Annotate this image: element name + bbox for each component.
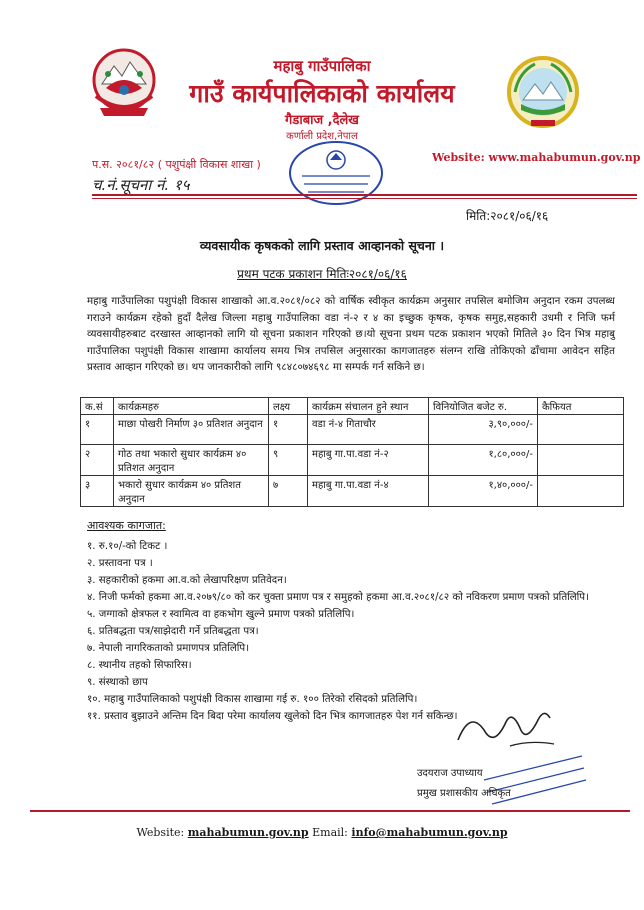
table-cell: गोठ तथा भकारो सुधार कार्यक्रम ४० प्रतिशत अनुदान bbox=[114, 445, 269, 476]
table-cell: ७ bbox=[269, 476, 308, 507]
notice-subject: व्यवसायीक कृषकको लागि प्रस्ताव आव्हानको सूचना । bbox=[199, 238, 445, 253]
table-cell: महाबु गा.पा.वडा नं-२ bbox=[308, 445, 429, 476]
list-item: ५. जग्गाको क्षेत्रफल र स्वामित्व वा हकभोग खुल्ने प्रमाण पत्रको प्रतिलिपि। bbox=[87, 609, 355, 620]
org-name-line2: गाउँ कार्यपालिकाको कार्यालय bbox=[189, 79, 455, 108]
list-item: ८. स्थानीय तहको सिफारिस। bbox=[87, 660, 192, 671]
table-cell bbox=[538, 415, 624, 445]
list-item: ११. प्रस्ताव बुझाउने अन्तिम दिन बिदा परेमा कार्यालय खुलेको दिन भित्र कागजातहरु पेश गर्न सकिन्छ। bbox=[87, 711, 458, 722]
table-row bbox=[81, 476, 624, 507]
header-rule bbox=[92, 194, 637, 196]
documents-heading: आवश्यक कागजात: bbox=[87, 519, 166, 532]
table-cell: ९ bbox=[269, 445, 308, 476]
table-cell: वडा नं-४ गिताचौर bbox=[308, 415, 429, 445]
table-cell: ३,९०,०००/- bbox=[429, 415, 538, 445]
table-header-cell: क.सं bbox=[81, 398, 114, 415]
list-item: २. प्रस्तावना पत्र । bbox=[87, 558, 153, 569]
table-cell: १,८०,०००/- bbox=[429, 445, 538, 476]
list-item: ७. नेपाली नागरिकताको प्रमाणपत्र प्रतिलिपि। bbox=[87, 643, 250, 654]
table-cell: भकारो सुधार कार्यक्रम ४० प्रतिशत अनुदान bbox=[114, 476, 269, 507]
signatory-title: प्रमुख प्रशासकीय अधिकृत bbox=[417, 788, 511, 799]
first-publication-date: प्रथम पटक प्रकाशन मितिः२०८१/०६/१६ bbox=[237, 267, 407, 281]
list-item: १०. महाबु गाउँपालिकाको पशुपंक्षी विकास शाखामा गई रु. १०० तिरेको रसिदको प्रतिलिपि। bbox=[87, 694, 418, 705]
list-item: १. रु.१०/-को टिकट । bbox=[87, 541, 168, 552]
table-cell: महाबु गा.पा.वडा नं-४ bbox=[308, 476, 429, 507]
footer-email-label: Email: bbox=[312, 826, 348, 839]
dispatch-number: च.नं.सूचना नं. १५ bbox=[92, 176, 190, 194]
notice-date: मिति:२०८१/०६/१६ bbox=[466, 209, 549, 223]
list-item: ९. संस्थाको छाप bbox=[87, 677, 148, 688]
signatory-name: उदयराज उपाध्याय bbox=[417, 768, 483, 779]
table-cell: १ bbox=[269, 415, 308, 445]
table-cell: २ bbox=[81, 445, 114, 476]
officer-stamp bbox=[478, 740, 588, 810]
list-item: ६. प्रतिबद्धता पत्र/साझेदारी गर्ने प्रतिबद्धता पत्र। bbox=[87, 626, 259, 637]
table-cell: ३ bbox=[81, 476, 114, 507]
table-cell: माछा पोखरी निर्माण ३० प्रतिशत अनुदान bbox=[114, 415, 269, 445]
documents-list bbox=[87, 538, 627, 725]
table-header-cell: कार्यक्रमहरु bbox=[114, 398, 269, 415]
list-item: ४. निजी फर्मको हकमा आ.व.२०७९/८० को कर चुक्ता प्रमाण पत्र र समुहको हकमा आ.व.२०८१/८२ को नविकरण प्रमाण पत्रको प्रतिलिपि। bbox=[87, 592, 589, 603]
header-website[interactable]: Website: www.mahabumun.gov.np bbox=[432, 151, 641, 164]
table-cell: १,४०,०००/- bbox=[429, 476, 538, 507]
table-row bbox=[81, 415, 624, 445]
list-item: ३. सहकारीको हकमा आ.व.को लेखापरिक्षण प्रतिवेदन। bbox=[87, 575, 287, 586]
table-cell bbox=[538, 476, 624, 507]
table-header-cell: कार्यक्रम संचालन हुने स्थान bbox=[308, 398, 429, 415]
org-place: गैडाबाज ,दैलेख bbox=[285, 113, 359, 128]
table-header-cell: विनियोजित बजेट रु. bbox=[429, 398, 538, 415]
footer-website-link[interactable]: mahabumun.gov.np bbox=[187, 826, 309, 839]
table-header-cell: लक्ष्य bbox=[269, 398, 308, 415]
table-cell bbox=[538, 445, 624, 476]
footer-website-label: Website: bbox=[136, 826, 185, 839]
footer-rule bbox=[30, 810, 630, 812]
reference-number: प.स. २०८१/८२ ( पशुपंक्षी विकास शाखा ) bbox=[92, 158, 261, 171]
table-header-row bbox=[81, 398, 624, 415]
table-header-cell: कैफियत bbox=[538, 398, 624, 415]
notice-body: महाबु गाउँपालिका पशुपंक्षी विकास शाखाको आ.व.२०८१/०८२ को वार्षिक स्वीकृत कार्यक्रम अनुसार तपसिल बमोजिम अनुदान रकम उपलब्ध गराउने कार्यक्रम रहेको हुदाँ दैलेख जिल्ला महाबु गाउँपालिका वडा नं-२ र ४ का इच्छुक कृषक, कृषक समुह,सहकारी उधमी र निजि फर्म व्यवसायीहरुबाट दरखास्त आव्हानको लागि यो सूचना प्रकाशन गरिएको छ।यो सूचना प्रथम पटक प्रकाशन भएको मितिले ३० दिन भित्र महाबु गाउँपालिका पशुपंक्षी विकास शाखामा कार्यालय समय भित्र तपसिल अनुसारका कागजातहरु संलग्न राखि तोकिएको ढाँचामा आवेदन सहित प्रस्ताव आव्हान गरिएको छ। थप जानकारीको लागि ९८४८०७४६९८ मा सम्पर्क गर्न सकिने छ। bbox=[87, 295, 615, 373]
table-cell: १ bbox=[81, 415, 114, 445]
program-table bbox=[80, 397, 624, 507]
footer bbox=[0, 826, 644, 839]
header-rule-2 bbox=[92, 198, 637, 199]
org-name-line1: महाबु गाउँपालिका bbox=[273, 57, 371, 75]
footer-email-link[interactable]: info@mahabumun.gov.np bbox=[351, 826, 508, 839]
org-province: कर्णाली प्रदेश,नेपाल bbox=[286, 131, 358, 142]
table-row bbox=[81, 445, 624, 476]
